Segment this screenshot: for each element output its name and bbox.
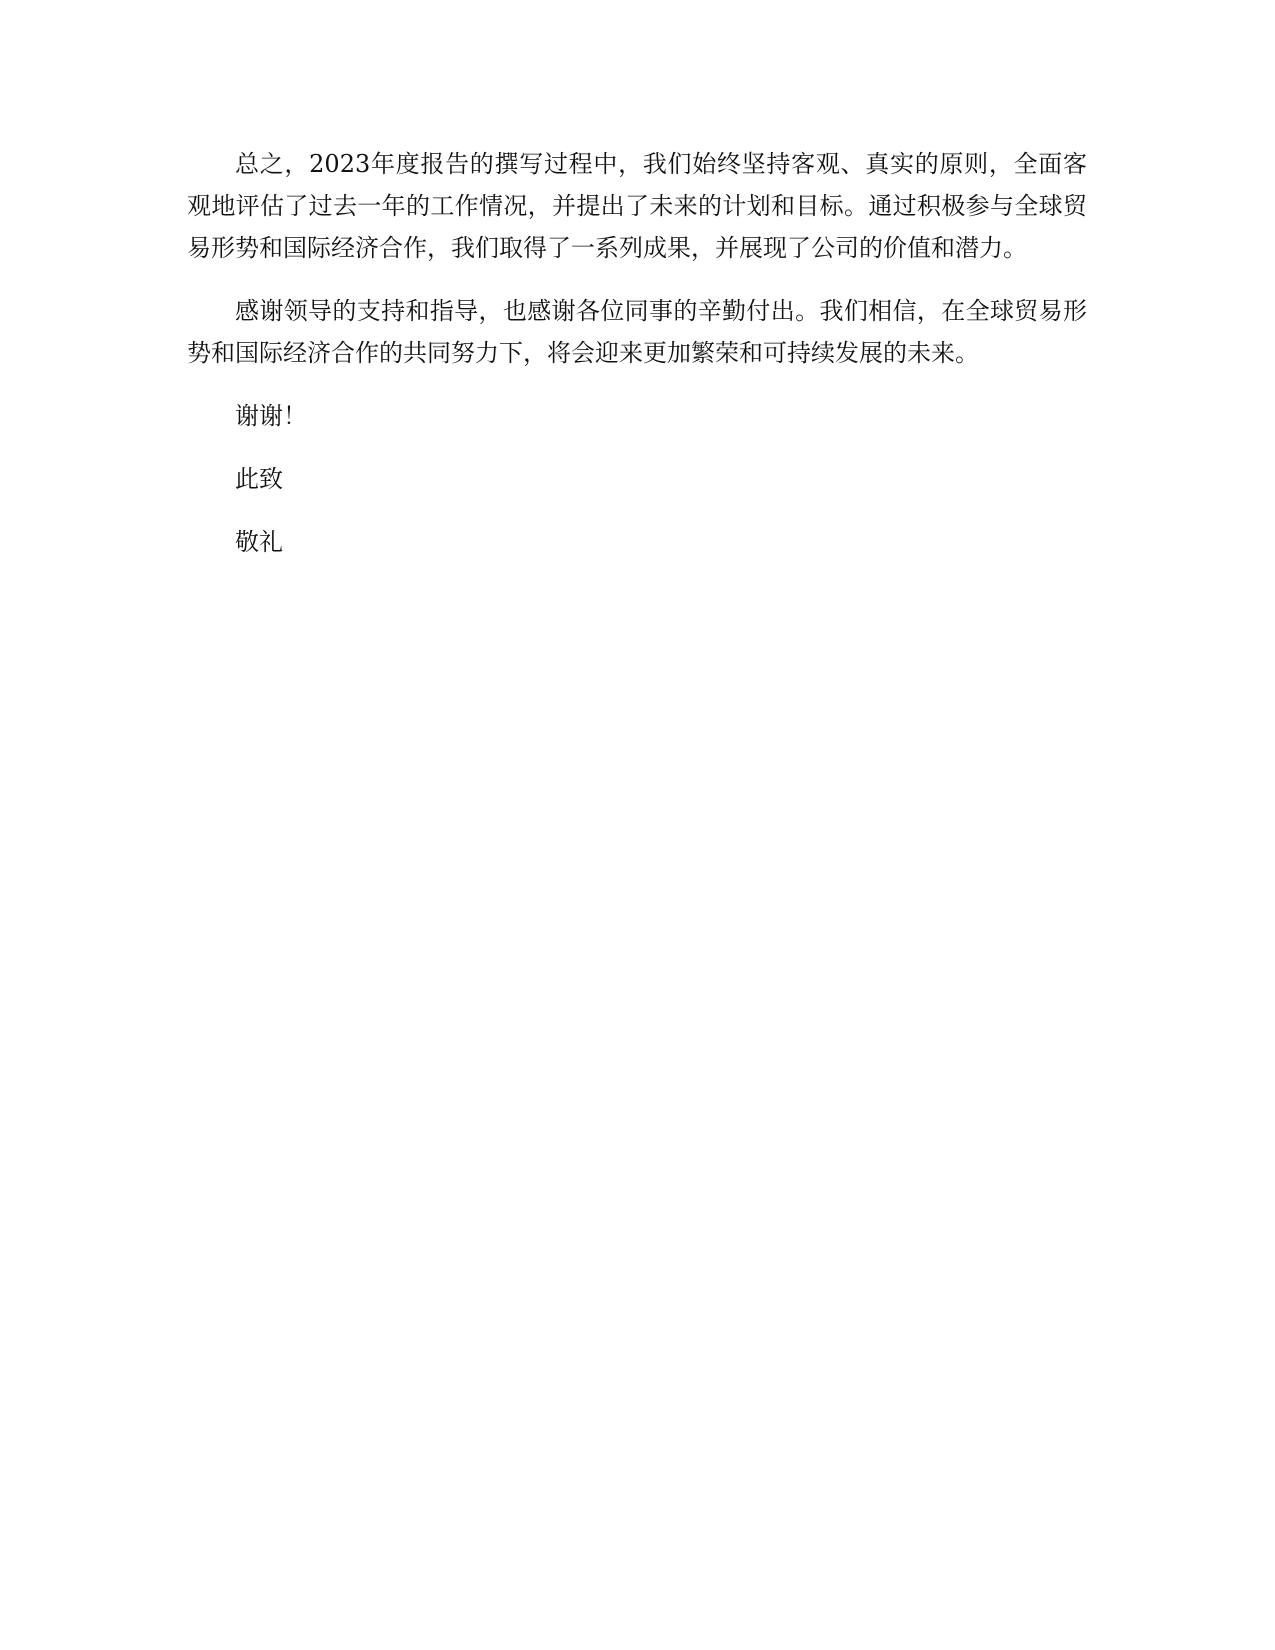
paragraph-thanks: 感谢领导的支持和指导，也感谢各位同事的辛勤付出。我们相信，在全球贸易形势和国际经济合作的共同努力下，将会迎来更加繁荣和可持续发展的未来。 <box>187 297 1087 367</box>
paragraph-thank-you: 谢谢！ <box>235 402 307 430</box>
paragraph-summary: 总之，2023年度报告的撰写过程中，我们始终坚持客观、真实的原则，全面客观地评估了过去一年的工作情况，并提出了未来的计划和目标。通过积极参与全球贸易形势和国际经济合作，我们取得了一系列成果，并展现了公司的价值和潜力。 <box>187 150 1087 262</box>
document-body <box>187 143 1087 584</box>
paragraph-salutation: 敬礼 <box>235 528 283 556</box>
paragraph-closing: 此致 <box>235 465 283 493</box>
